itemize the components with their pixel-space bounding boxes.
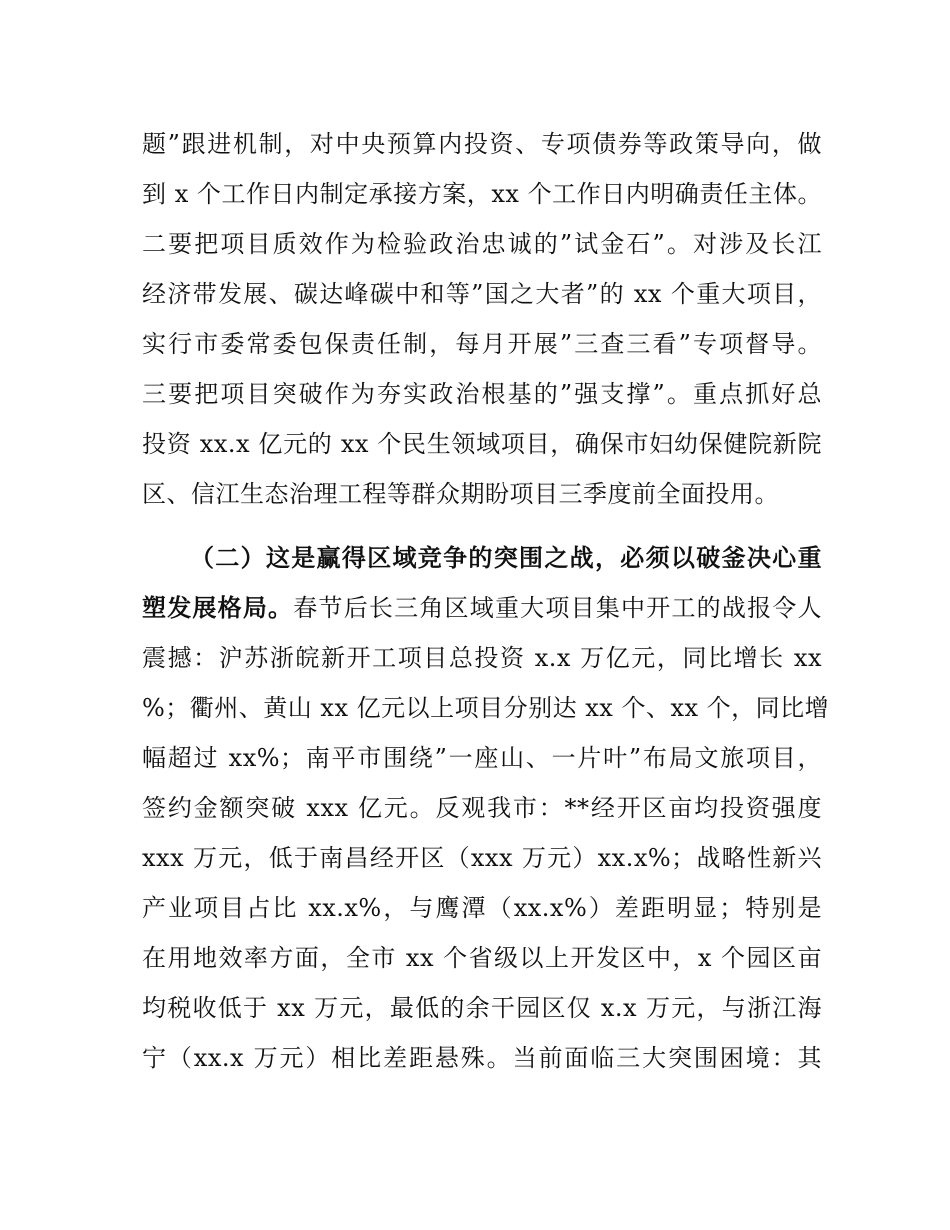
- text-line: 题”跟进机制，对中央预算内投资、专项债券等政策导向，做: [142, 130, 822, 158]
- text-line: 到 x 个工作日内制定承接方案，xx 个工作日内明确责任主体。: [142, 180, 822, 208]
- section-heading: （二）这是赢得区域竞争的突围之战，必须以破釜决心重: [190, 543, 822, 572]
- text-line: xxx 万元，低于南昌经开区（xxx 万元）xx.x%；战略性新兴: [142, 844, 822, 872]
- text-line: 三要把项目突破作为夯实政治根基的”强支撑”。重点抓好总: [142, 380, 822, 408]
- text-line: 宁（xx.x 万元）相比差距悬殊。当前面临三大突围困境：其: [142, 1044, 822, 1072]
- section-heading-end: 塑发展格局。: [142, 593, 294, 622]
- text-line: 实行市委常委包保责任制，每月开展”三查三看”专项督导。: [142, 330, 822, 358]
- text-line: 幅超过 xx%；南平市围绕”一座山、一片叶”布局文旅项目，: [142, 744, 822, 772]
- text-segment: 春节后长三角区域重大项目集中开工的战报令人: [293, 594, 823, 622]
- text-line: [142, 588, 822, 628]
- text-line: 签约金额突破 xxx 亿元。反观我市：**经开区亩均投资强度: [142, 794, 822, 822]
- text-line: 经济带发展、碳达峰碳中和等”国之大者”的 xx 个重大项目，: [142, 280, 822, 308]
- text-line: 二要把项目质效作为检验政治忠诚的”试金石”。对涉及长江: [142, 230, 822, 258]
- text-line: 震撼：沪苏浙皖新开工项目总投资 x.x 万亿元，同比增长 xx: [142, 644, 822, 672]
- text-line: 产业项目占比 xx.x%，与鹰潭（xx.x%）差距明显；特别是: [142, 894, 822, 922]
- text-line: 均税收低于 xx 万元，最低的余干园区仅 x.x 万元，与浙江海: [142, 994, 822, 1022]
- text-line: 区、信江生态治理工程等群众期盼项目三季度前全面投用。: [142, 480, 779, 508]
- text-line: 在用地效率方面，全市 xx 个省级以上开发区中，x 个园区亩: [142, 944, 822, 972]
- text-line: %；衢州、黄山 xx 亿元以上项目分别达 xx 个、xx 个，同比增: [142, 694, 830, 722]
- text-line: 投资 xx.x 亿元的 xx 个民生领域项目，确保市妇幼保健院新院: [142, 430, 822, 458]
